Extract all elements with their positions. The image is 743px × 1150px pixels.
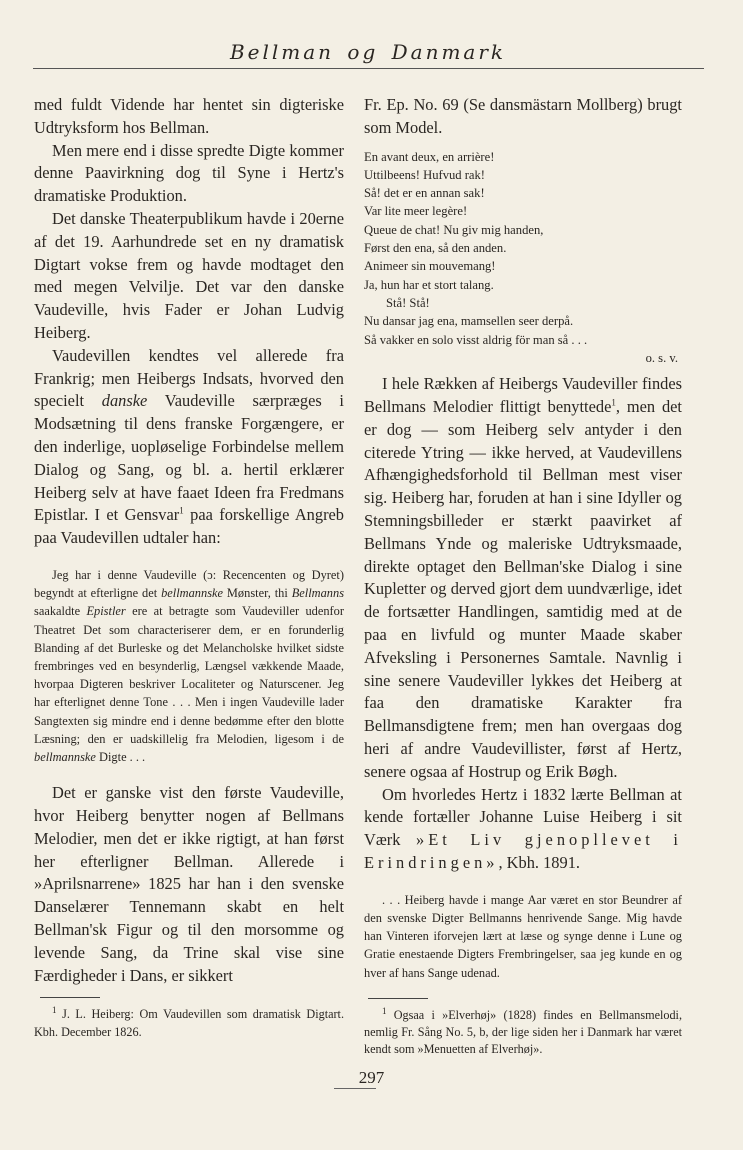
paragraph	[34, 345, 344, 550]
paragraph	[364, 373, 682, 783]
italic-run: bellmannske	[34, 749, 96, 764]
footnote	[364, 1007, 682, 1059]
spaced-title: »Et Liv gjenopl	[416, 830, 602, 850]
footnote-marker: 1	[611, 397, 616, 408]
poem-line: Uttilbeens! Hufvud rak!	[364, 167, 486, 182]
poem-line: Animeer sin mouvemang!	[364, 259, 496, 274]
footnote-number: 1	[382, 1005, 387, 1016]
text-run: Om hvorledes Hertz i 1832 lærte Bellman at kende fortæller Johanne Luise Heiberg i sit Værk	[364, 784, 682, 850]
paragraph: Fr. Ep. No. 69 (Se dansmästarn Mollberg) brugt som Model.	[364, 95, 682, 137]
text-run: Mønster, thi	[223, 586, 292, 601]
footnote-text: J. L. Heiberg: Om Vaudevillen som dramatisk Digtart. Kbh. December 1826.	[34, 1007, 344, 1039]
poem-line: Ja, hun har et stort talang.	[364, 277, 494, 292]
text-run: , men det er dog — som Heiberg selv antyder i den citerede Ytring — ikke herved, at Vaudevillens Afhængighedsforhold til Bellman mest viser sig. Heiberg har, foruden at han i sine Idyller og Stemningsbilleder er stærkt paavirket af Bellmans Ynde og maleriske Udtryksmaade, direkte optaget den Bellman'ske Dialog i sine Kupletter og derved gjort dem uundværlige, idet de fortsætter Handlingen, samtidig med at de paa en livfuld og munter Maade skaber Afveksling i Personernes Samtale. Navnlig i sine senere Vaudeviller lykkes det Heiberg at faa den dramatiske Karakter fra Bellmansdigtene frem; men han overgaas dog heri af andre Vaudevillister, først af Hertz, senere ogsaa af Hostrup og Erik Bøgh.	[364, 396, 682, 781]
running-header: Bellman og Danmark	[229, 40, 507, 64]
right-column	[364, 94, 682, 1058]
paragraph: med fuldt Vidende har hentet sin digteriske Udtryksform hos Bellman.	[34, 95, 344, 137]
italic-run: Bellmanns	[291, 586, 345, 601]
paragraph: Det er ganske vist den første Vaudeville, hvor Heiberg benytter nogen af Bellmans Melodier, men det er ikke rigtigt, at han først her efterligner Bellman. Allerede i »Aprilsnarrene» 1825 har han i den svenske Danselærer Tennemann skabt en helt Bellman'sk Figur og til den morsomme og levende Sang, da Trine skal vise sine Færdigheder i Dans, er sikkert	[34, 783, 344, 985]
text-run: I hele Rækken af Heibergs Vaudeviller findes Bellmans Melodier flittigt benyttede	[364, 374, 682, 416]
paragraph: Men mere end i disse spredte Digte kommer denne Paavirkning dog til Syne i Hertz's dramatiske Produktion.	[34, 140, 344, 206]
page-number: 297	[358, 1068, 385, 1087]
left-column	[34, 94, 344, 1041]
poem-signature: o. s. v.	[645, 350, 678, 365]
italic-run: bellmannske	[161, 586, 224, 601]
italic-run: danske	[101, 391, 148, 411]
poem-line: En avant deux, en arrière!	[364, 149, 495, 164]
text-run: Vaudevillen kendtes vel allerede fra Frankrig; men Heibergs Indsats, hvorved den specielt	[34, 345, 344, 411]
text-run: paa forskellige Angreb paa Vaudevillen udtaler han:	[34, 505, 344, 548]
header-rule	[33, 68, 704, 69]
poem-line: Så! det er en annan sak!	[364, 186, 485, 201]
text-run: , Kbh. 1891.	[498, 852, 580, 872]
footnote-number: 1	[52, 1005, 57, 1016]
text-run: Digte . . .	[95, 749, 146, 764]
block-quote: . . . Heiberg havde i mange Aar været en stor Beundrer af den svenske Digter Bellmanns henrivende Sange. Mig havde han Vinteren iforvejen lært at læse og synge denne i Lune og Gratie enestaende Digters Frembringelser, saa jeg kunde en og hver af hans Sange udenad.	[364, 892, 682, 980]
paragraph	[364, 784, 682, 875]
page-number-rule	[334, 1088, 376, 1089]
poem-line: Først den ena, så den anden.	[364, 241, 507, 256]
paragraph: Det danske Theaterpublikum havde i 20erne af det 19. Aarhundrede set en ny dramatisk Digtart vokse frem og havde modtaget den med megen Velvilje. Det var den danske Vaudeville, hvis Fader er Johan Ludvig Heiberg.	[34, 208, 344, 342]
footnote	[34, 1006, 344, 1040]
poem-line: Var lite meer legère!	[364, 204, 468, 219]
poem	[364, 148, 682, 368]
block-quote	[34, 566, 344, 766]
spaced-title: levet i Erindringen»	[364, 830, 682, 872]
poem-line: Queue de chat! Nu giv mig handen,	[364, 222, 544, 237]
footnote-marker: 1	[179, 505, 184, 516]
footnote-text: Ogsaa i »Elverhøj» (1828) findes en Bellmansmelodi, nemlig Fr. Sång No. 5, b, der lige siden her i Danmark har været kendt som »Menuetten af Elverhøj».	[364, 1007, 682, 1057]
poem-line: Så vakker en solo visst aldrig för man så . . .	[364, 332, 588, 347]
text-run: Vaudeville særpræges i Modsætning til dens franske Forgængere, er den inderlige, uopløselige Forbindelse mellem Dialog og Sang, og bl. a. hertil erklærer Heiberg selv at have faaet Ideen fra Fredmans Epistlar. I et Gensvar	[34, 391, 344, 525]
footnote-rule	[368, 998, 428, 999]
footnote-rule	[40, 997, 100, 998]
text-run: Jeg har i denne Vaudeville (ɔ: Recencenten og Dyret) begyndt at efterligne det	[34, 567, 344, 601]
poem-line: Nu dansar jag ena, mamsellen seer derpå.	[364, 314, 574, 329]
poem-line: Stå! Stå!	[386, 295, 430, 310]
italic-run: Epistler	[86, 604, 126, 619]
text-run: ere at betragte som Vaudeviller udenfor Theatret Det som characteriserer dem, er en forunderlig Blanding af det Burleske og det Melancholske hvilket sidste frembringes ved en besynderlig, Længsel vækkende Maade, hvorpaa Digteren beskriver Localiteter og Naturscener. Jeg har efterlignet denne Tone . . . Men i ingen Vaudeville lader Sangtexten sig mindre end i denne bedømme efter den blotte Læsning; den er uadskillelig fra Melodien, ligesom i de	[34, 604, 344, 746]
text-run: saakaldte	[34, 604, 87, 619]
